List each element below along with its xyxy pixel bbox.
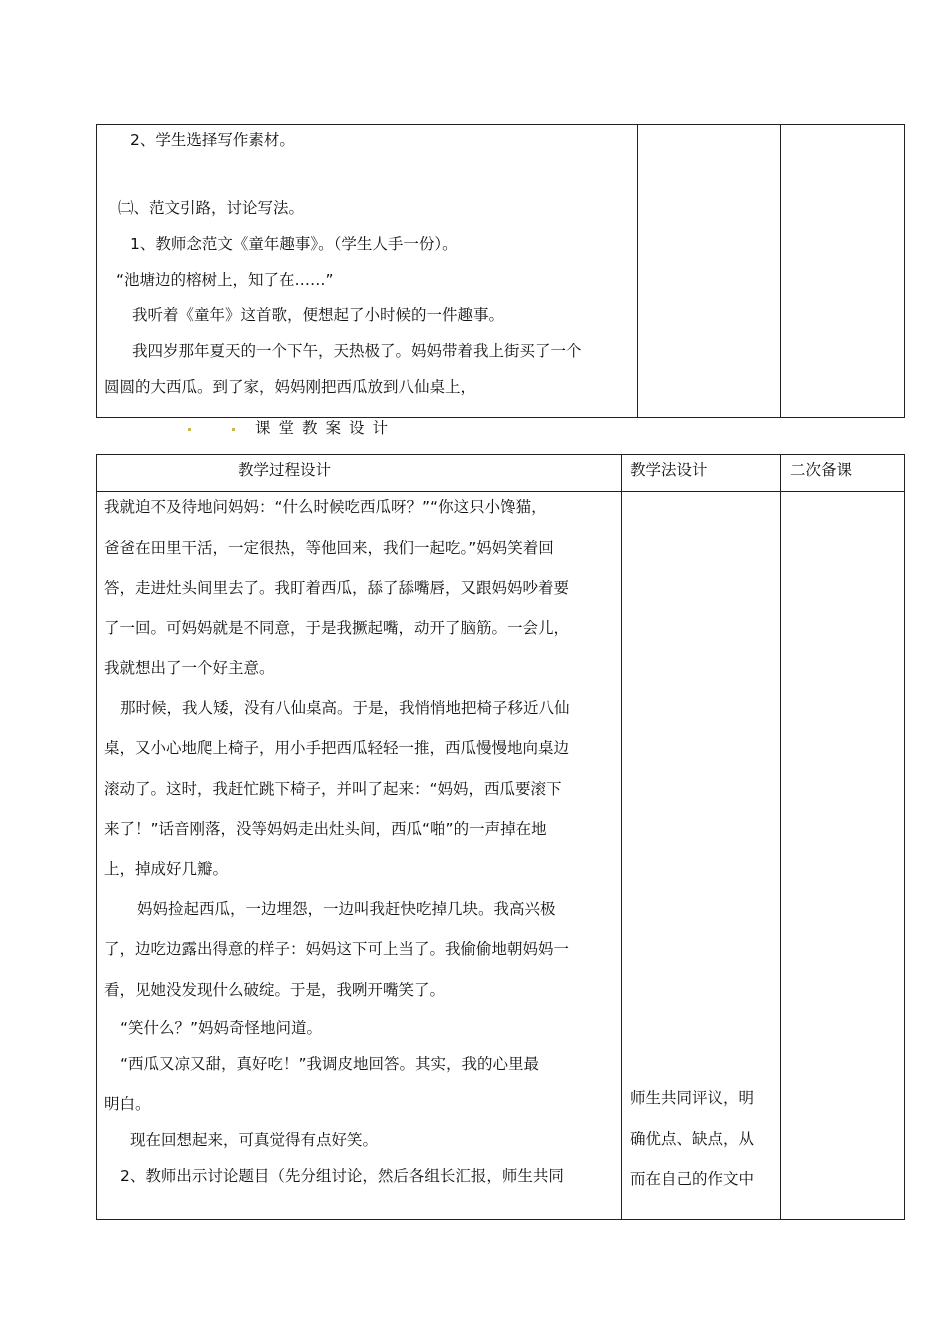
upper-line-1: 2、学生选择写作素材。 — [130, 131, 295, 149]
method-line-2: 确优点、缺点，从 — [630, 1130, 755, 1148]
method-line-1: 师生共同评议，明 — [630, 1089, 755, 1107]
main-line-13: 看，见她没发现什么破绽。于是，我咧开嘴笑了。 — [104, 981, 446, 999]
upper-line-4: “池塘边的榕树上，知了在……” — [116, 271, 334, 289]
decorative-dot — [232, 428, 235, 431]
upper-line-5: 我听着《童年》这首歌，便想起了小时候的一件趣事。 — [132, 306, 505, 324]
main-line-14: “笑什么？”妈妈奇怪地问道。 — [120, 1019, 323, 1037]
header-second-prep: 二次备课 — [790, 461, 853, 479]
lower-column-divider-2 — [780, 455, 781, 1219]
main-line-16: 明白。 — [104, 1095, 151, 1113]
header-teaching-method: 教学法设计 — [630, 461, 708, 479]
header-teaching-process: 教学过程设计 — [238, 461, 332, 479]
main-line-17: 现在回想起来，可真觉得有点好笑。 — [130, 1131, 379, 1149]
main-line-12: 了，边吃边露出得意的样子：妈妈这下可上当了。我偷偷地朝妈妈一 — [104, 940, 570, 958]
main-line-1: 我就迫不及待地问妈妈：“什么时候吃西瓜呀？”“你这只小馋猫， — [104, 498, 547, 516]
upper-column-divider-2 — [780, 125, 781, 417]
main-line-6: 那时候，我人矮，没有八仙桌高。于是，我悄悄地把椅子移近八仙 — [120, 699, 570, 717]
main-line-8: 滚动了。这时，我赶忙跳下椅子，并叫了起来：“妈妈，西瓜要滚下 — [104, 780, 562, 798]
header-row-divider — [97, 491, 904, 492]
main-line-15: “西瓜又凉又甜，真好吃！”我调皮地回答。其实，我的心里最 — [120, 1055, 540, 1073]
decorative-dot — [188, 428, 191, 431]
upper-line-7: 圆圆的大西瓜。到了家，妈妈刚把西瓜放到八仙桌上， — [104, 378, 477, 396]
method-line-3: 而在自己的作文中 — [630, 1170, 755, 1188]
main-line-7: 桌，又小心地爬上椅子，用小手把西瓜轻轻一推，西瓜慢慢地向桌边 — [104, 739, 570, 757]
lower-column-divider-1 — [621, 455, 622, 1219]
upper-line-3: 1、教师念范文《童年趣事》。（学生人手一份）。 — [130, 235, 458, 253]
section-title: 课堂教案设计 — [255, 419, 397, 437]
main-line-11: 妈妈捡起西瓜，一边埋怨，一边叫我赶快吃掉几块。我高兴极 — [137, 900, 556, 918]
main-line-9: 来了！”话音刚落，没等妈妈走出灶头间，西瓜“啪”的一声掉在地 — [104, 820, 547, 838]
main-line-2: 爸爸在田里干活，一定很热，等他回来，我们一起吃。”妈妈笑着回 — [104, 539, 554, 557]
upper-column-divider-1 — [637, 125, 638, 417]
upper-line-2: ㈡、范文引路，讨论写法。 — [118, 199, 305, 217]
main-line-4: 了一回。可妈妈就是不同意，于是我撅起嘴，动开了脑筋。一会儿， — [104, 619, 570, 637]
main-line-5: 我就想出了一个好主意。 — [104, 659, 275, 677]
upper-line-6: 我四岁那年夏天的一个下午，天热极了。妈妈带着我上街买了一个 — [132, 342, 582, 360]
main-line-18: 2、教师出示讨论题目（先分组讨论，然后各组长汇报，师生共同 — [120, 1167, 564, 1185]
main-line-10: 上，掉成好几瓣。 — [104, 860, 229, 878]
main-line-3: 答，走进灶头间里去了。我盯着西瓜，舔了舔嘴唇，又跟妈妈吵着要 — [104, 579, 570, 597]
